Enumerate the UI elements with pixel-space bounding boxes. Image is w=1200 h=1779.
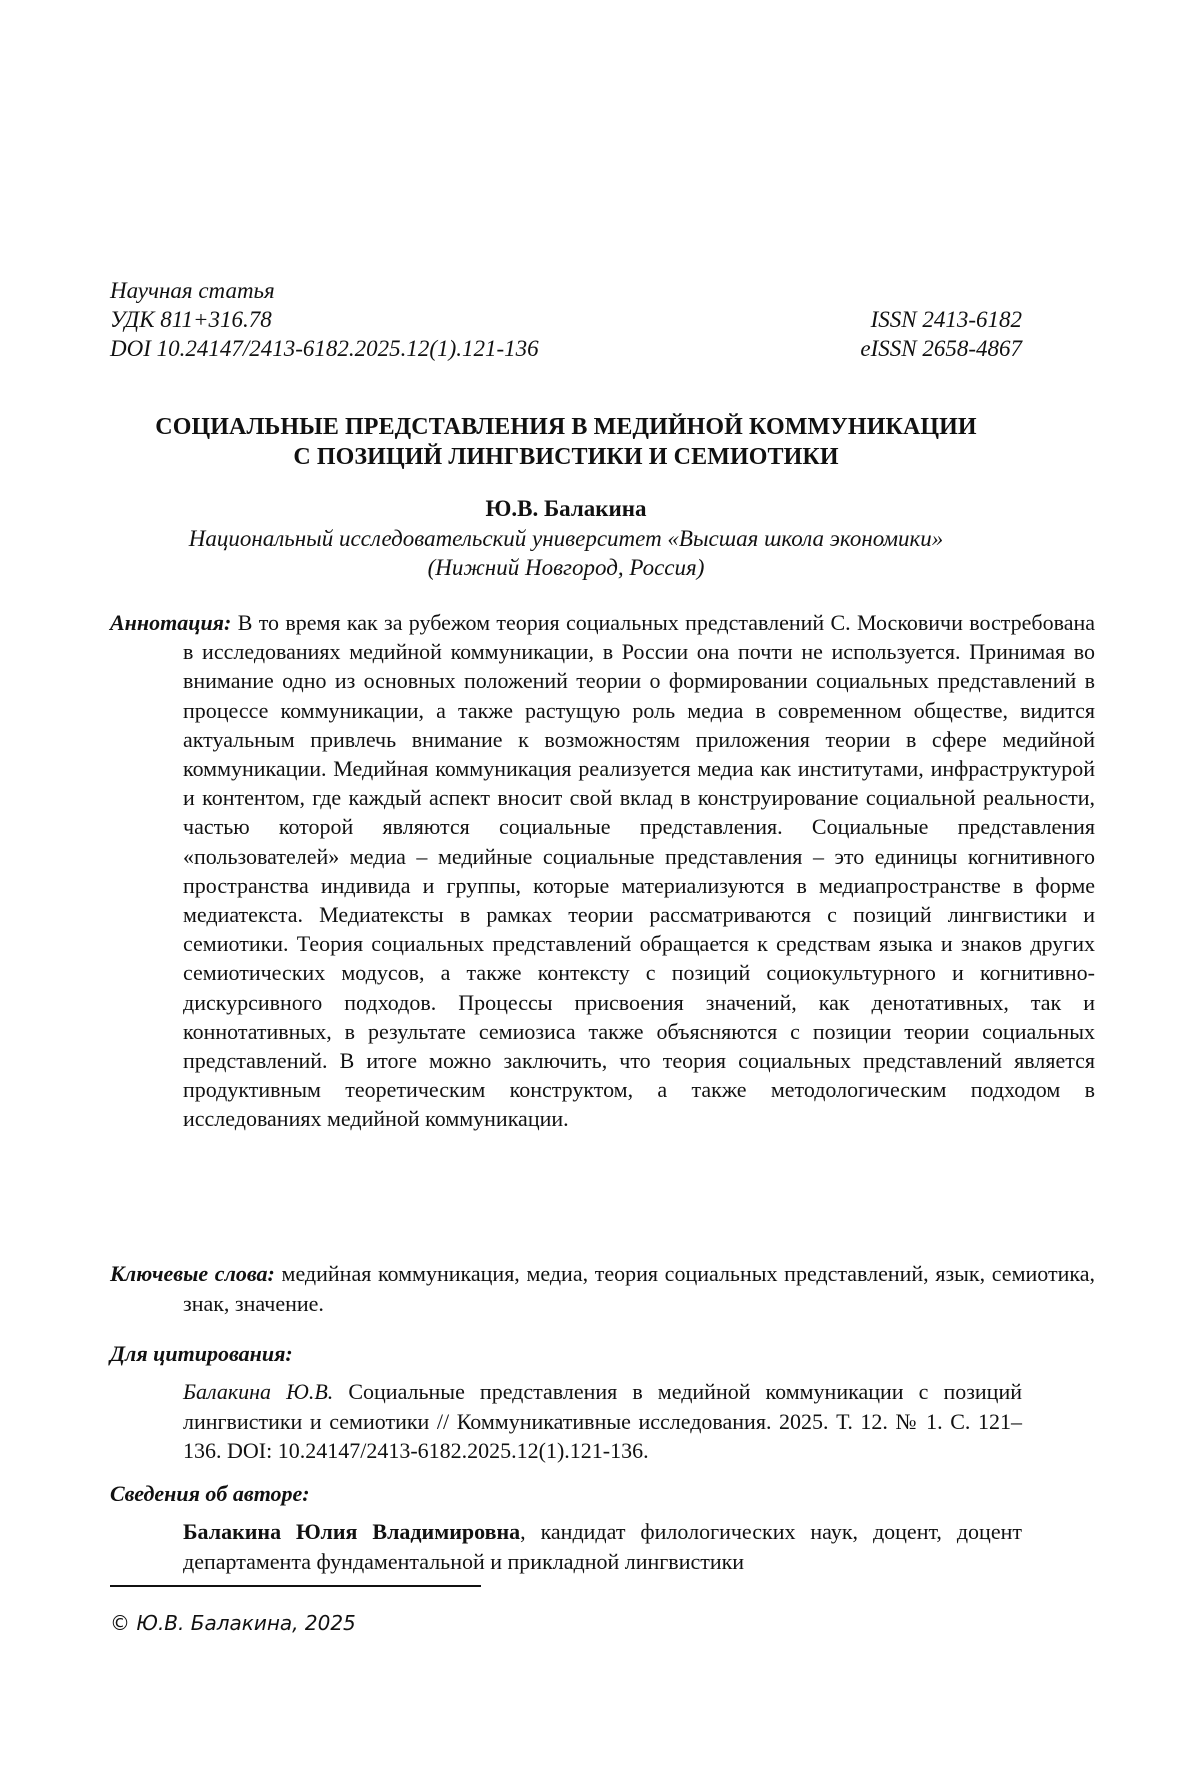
keywords-label: Ключевые слова: [110, 1261, 275, 1286]
paper-page [110, 0, 1096, 1779]
issn: ISSN 2413-6182 [870, 307, 1022, 332]
abstract-text: В то время как за рубежом теория социальных представлений С. Московичи востребована в исследованиях медийной коммуникации, в России она почти не используется. Принимая во внимание одно из основных положений теории о формировании социальных представлений в процессе коммуникации, а также растущую роль медиа в современном обществе, видится актуальным привлечь внимание к возможностям приложения теории в сфере медийной коммуникации. Медийная коммуникация реализуется медиа как институтами, инфраструктурой и контентом, где каждый аспект вносит свой вклад в конструирование социальной реальности, частью которой являются социальные представления. Социальные представления «пользователей» медиа – медийные социальные представления – это единицы когнитивного пространства индивида и группы, которые материализуются в медиапространстве в форме медиатекста. Медиатексты в рамках теории рассматриваются с позиций лингвистики и семиотики. Теория социальных представлений обращается к средствам языка и знаков других семиотических модусов, а также контексту с позиций социокультурного и когнитивно-дискурсивного подходов. Процессы присвоения значений, как денотативных, так и коннотативных, в результате семиозиса также объясняются с позиции теории социальных представлений. В итоге можно заключить, что теория социальных представлений является продуктивным теоретическим конструктом, а также методологическим подходом в исследованиях медийной коммуникации. [183, 610, 1096, 1132]
title-line-2: С ПОЗИЦИЙ ЛИНГВИСТИКИ И СЕМИОТИКИ [293, 444, 839, 470]
author-name: Ю.В. Балакина [485, 496, 647, 521]
citation-label: Для цитирования: [110, 1341, 293, 1366]
affiliation-line-1: Национальный исследовательский университет «Высшая школа экономики» [188, 526, 944, 551]
header-row-udk [110, 305, 1022, 334]
header-row-doi [110, 334, 1022, 363]
citation-block [183, 1377, 1022, 1466]
copyright-notice: © Ю.В. Балакина, 2025 [110, 1611, 356, 1635]
citation-text: Социальные представления в медийной коммуникации с позиций лингвистики и семиотики // Коммуникативные исследования. 2025. Т. 12. № 1. С. 121–136. DOI: 10.24147/2413-6182.2025.12(1).121-136. [183, 1379, 1023, 1463]
keywords-text: медийная коммуникация, медиа, теория социальных представлений, язык, семиотика, знак, значение. [183, 1261, 1095, 1316]
abstract [110, 608, 1095, 1134]
keywords [110, 1259, 1095, 1318]
author-info-label: Сведения об авторе: [110, 1481, 310, 1506]
abstract-label: Аннотация: [110, 610, 232, 635]
article-type: Научная статья [110, 278, 275, 303]
author-full-name: Балакина Юлия Владимировна [183, 1519, 521, 1544]
author-info-block [183, 1517, 1022, 1576]
citation-author: Балакина Ю.В. [183, 1379, 334, 1404]
author-affiliation [110, 524, 1022, 582]
udk-code: УДК 811+316.78 [110, 307, 272, 332]
affiliation-line-2: (Нижний Новгород, Россия) [427, 555, 705, 580]
eissn: eISSN 2658-4867 [860, 336, 1022, 361]
doi: DOI 10.24147/2413-6182.2025.12(1).121-136 [110, 336, 539, 361]
article-title [110, 412, 1022, 472]
title-line-1: СОЦИАЛЬНЫЕ ПРЕДСТАВЛЕНИЯ В МЕДИЙНОЙ КОММУНИКАЦИИ [155, 414, 977, 440]
author-info-text: , кандидат филологических наук, доцент, доцент департамента фундаментальной и прикладной лингвистики [183, 1519, 1022, 1574]
article-header [110, 276, 1022, 363]
footnote-divider [110, 1585, 481, 1587]
